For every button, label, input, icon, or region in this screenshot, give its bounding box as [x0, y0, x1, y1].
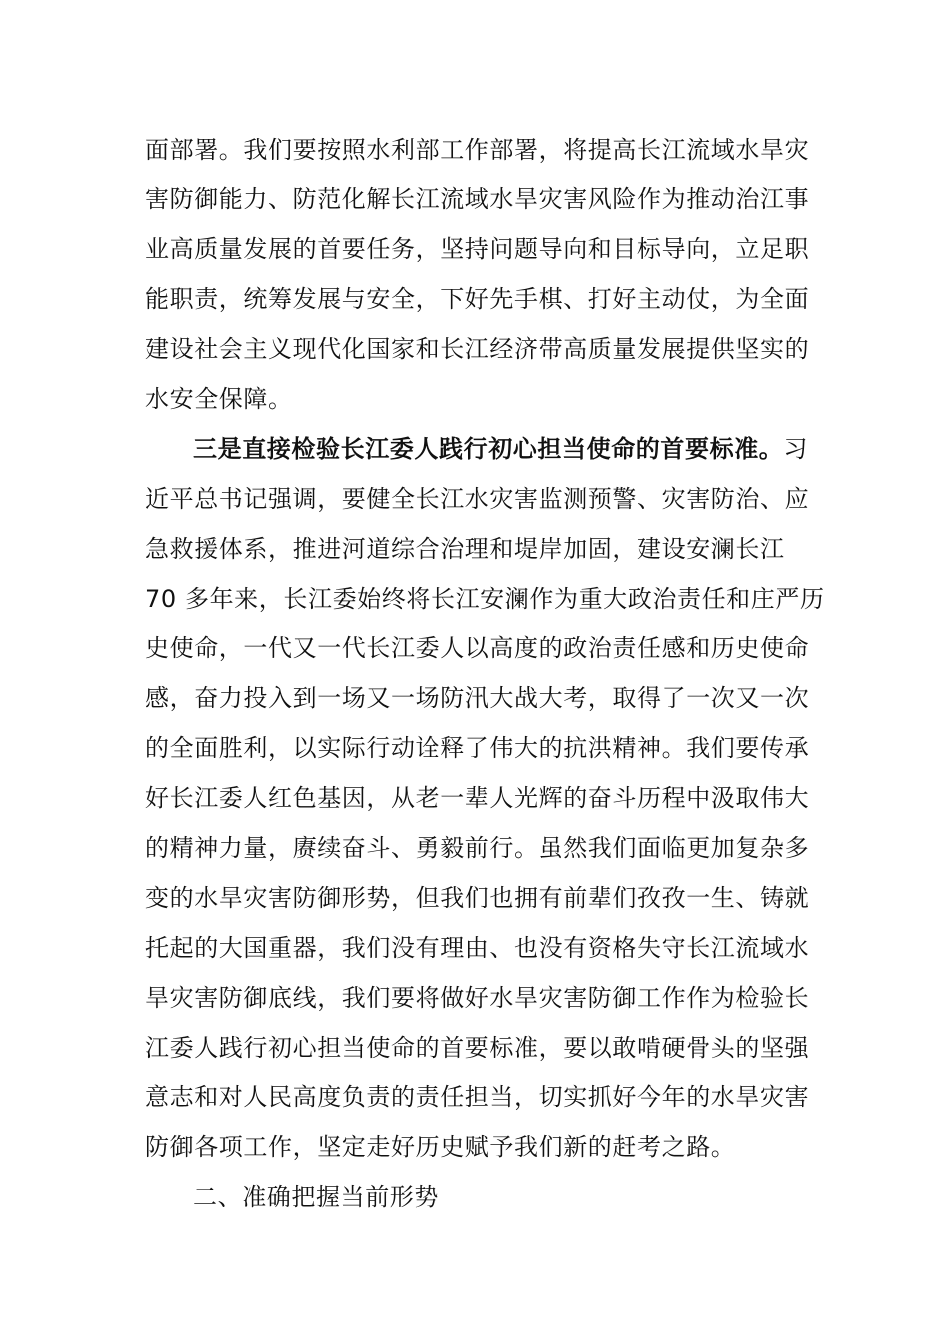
- paragraph-first-line: [193, 433, 810, 465]
- paragraph-heading: 三是直接检验长江委人践行初心担当使命的首要标准。: [193, 435, 784, 463]
- paragraph-line: 意志和对人民高度负责的责任担当，切实抓好今年的水旱灾害: [145, 1083, 810, 1111]
- paragraph-line: 的全面胜利，以实际行动诠释了伟大的抗洪精神。我们要传承: [145, 734, 810, 762]
- paragraph-line: 害防御能力、防范化解长江流域水旱灾害风险作为推动治江事: [145, 185, 810, 213]
- paragraph-line: 变的水旱灾害防御形势，但我们也拥有前辈们孜孜一生、铸就: [145, 884, 810, 912]
- paragraph-line: 建设社会主义现代化国家和长江经济带高质量发展提供坚实的: [145, 335, 810, 363]
- paragraph-line: 旱灾害防御底线，我们要将做好水旱灾害防御工作作为检验长: [145, 984, 810, 1012]
- section-heading: 二、准确把握当前形势: [193, 1183, 439, 1211]
- paragraph-line: 面部署。我们要按照水利部工作部署，将提高长江流域水旱灾: [145, 136, 810, 164]
- paragraph-line: 70 多年来，长江委始终将长江安澜作为重大政治责任和庄严历: [145, 585, 825, 613]
- paragraph-line: 好长江委人红色基因，从老一辈人光辉的奋斗历程中汲取伟大: [145, 784, 810, 812]
- paragraph-line: 近平总书记强调，要健全长江水灾害监测预警、灾害防治、应: [145, 485, 810, 513]
- paragraph-line: 能职责，统筹发展与安全，下好先手棋、打好主动仗，为全面: [145, 285, 810, 313]
- paragraph-line: 托起的大国重器，我们没有理由、也没有资格失守长江流域水: [145, 934, 810, 962]
- paragraph-line: 急救援体系，推进河道综合治理和堤岸加固，建设安澜长江: [145, 535, 785, 563]
- paragraph-line: 感，奋力投入到一场又一场防汛大战大考，取得了一次又一次: [145, 684, 810, 712]
- paragraph-line: 史使命，一代又一代长江委人以高度的政治责任感和历史使命: [145, 634, 810, 662]
- paragraph-line: 业高质量发展的首要任务，坚持问题导向和目标导向，立足职: [145, 235, 810, 263]
- paragraph-heading-tail: 习: [783, 435, 809, 463]
- paragraph-line: 江委人践行初心担当使命的首要标准，要以敢啃硬骨头的坚强: [145, 1034, 810, 1062]
- paragraph-line: 的精神力量，赓续奋斗、勇毅前行。虽然我们面临更加复杂多: [145, 834, 810, 862]
- paragraph-line: 水安全保障。: [145, 385, 293, 413]
- paragraph-line: 防御各项工作，坚定走好历史赋予我们新的赶考之路。: [145, 1133, 736, 1161]
